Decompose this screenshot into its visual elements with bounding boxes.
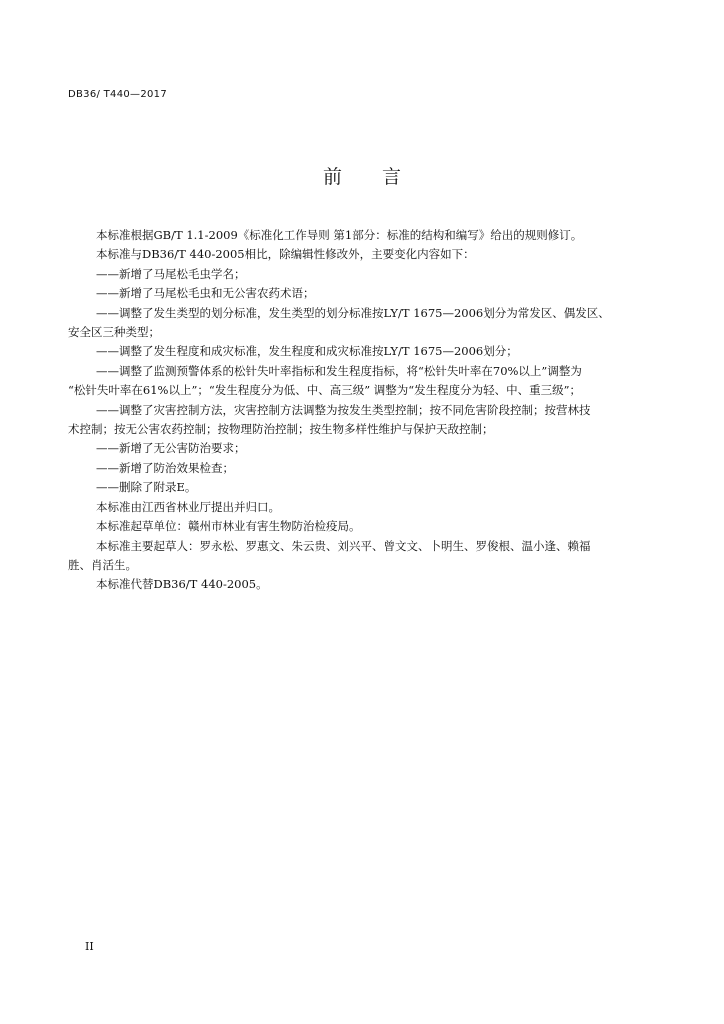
paragraph-line-wrap: 安全区三种类型；	[68, 325, 160, 340]
paragraph	[96, 459, 642, 478]
paragraph	[96, 498, 642, 517]
paragraph	[96, 478, 642, 497]
foreword-body	[68, 226, 642, 595]
paragraph-line: ——删除了附录E。	[96, 480, 197, 495]
paragraph-line: 本标准起草单位：赣州市林业有害生物防治检疫局。	[96, 519, 361, 534]
paragraph-line: ——调整了监测预警体系的松针失叶率指标和发生程度指标，将“松针失叶率在70%以上”调整为	[96, 363, 582, 378]
paragraph-line: ——新增了防治效果检查；	[96, 460, 234, 475]
title-part-2: 言	[382, 166, 402, 188]
paragraph	[96, 284, 642, 303]
paragraph-line: 本标准与DB36/T 440-2005相比，除编辑性修改外，主要变化内容如下：	[96, 247, 475, 262]
paragraph-line: 本标准根据GB/T 1.1-2009《标准化工作导则 第1部分：标准的结构和编写》给出的规则修订。	[96, 228, 583, 242]
document-number: DB36/ T440—2017	[68, 89, 167, 100]
paragraph-line: ——新增了马尾松毛虫学名；	[96, 266, 246, 281]
paragraph-line-wrap: 胜、肖活生。	[68, 557, 137, 572]
paragraph	[96, 265, 642, 284]
paragraph-line-wrap: 术控制；按无公害农药控制；按物理防治控制；按生物多样性维护与保护天敌控制；	[68, 422, 494, 437]
paragraph-line: ——调整了灾害控制方法，灾害控制方法调整为按发生类型控制；按不同危害阶段控制；按营林技	[96, 402, 591, 417]
paragraph	[96, 439, 642, 458]
paragraph-line: ——调整了发生类型的划分标准，发生类型的划分标准按LY/T 1675—2006划分为常发区、偶发区、	[96, 305, 610, 320]
page-number: II	[85, 940, 94, 953]
paragraph-line: 本标准由江西省林业厅提出并归口。	[96, 499, 280, 514]
paragraph	[68, 401, 642, 440]
page-title	[0, 162, 724, 189]
paragraph	[96, 342, 642, 361]
paragraph	[96, 575, 642, 594]
paragraph-line: 本标准代替DB36/T 440-2005。	[96, 577, 268, 592]
paragraph	[96, 245, 642, 264]
paragraph	[68, 362, 642, 401]
title-part-1: 前	[322, 166, 342, 188]
paragraph	[96, 517, 642, 536]
paragraph-line: 本标准主要起草人：罗永松、罗惠文、朱云贵、刘兴平、曾文文、卜明生、罗俊根、温小逢、赖福	[96, 538, 591, 553]
paragraph	[68, 304, 642, 343]
paragraph	[68, 537, 642, 576]
paragraph-line: ——新增了无公害防治要求；	[96, 441, 246, 456]
paragraph	[96, 226, 642, 245]
paragraph-line: ——调整了发生程度和成灾标准，发生程度和成灾标准按LY/T 1675—2006划分；	[96, 344, 518, 359]
paragraph-line-wrap: “松针失叶率在61%以上”；“发生程度分为低、中、高三级” 调整为“发生程度分为轻、中、重三级”；	[68, 383, 581, 398]
paragraph-line: ——新增了马尾松毛虫和无公害农药术语；	[96, 286, 315, 301]
